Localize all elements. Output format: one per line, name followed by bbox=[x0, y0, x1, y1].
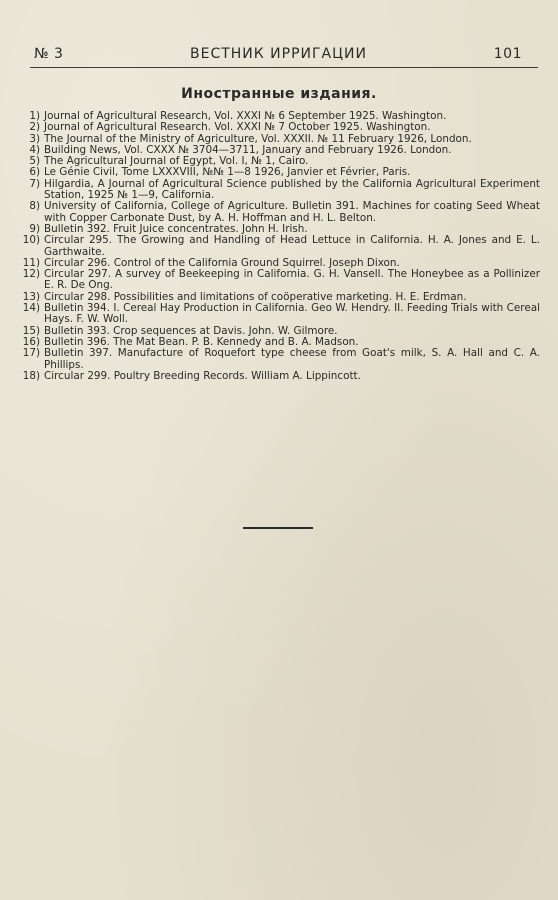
item-number: 18) bbox=[22, 369, 40, 382]
item-text: Journal of Agricultural Research. Vol. XXXI № 7 October 1925. Washington. bbox=[44, 121, 431, 134]
item-number: 1) bbox=[29, 110, 40, 122]
item-number: 8) bbox=[29, 200, 40, 213]
list-item bbox=[20, 371, 540, 382]
item-text: Le Génie Civil, Tome LXXXVIII, №№ 1—8 1926, Janvier et Février, Paris. bbox=[44, 166, 411, 179]
list-item bbox=[20, 201, 540, 224]
item-number: 14) bbox=[22, 302, 40, 315]
item-text: Building News, Vol. CXXX № 3704—3711, January and February 1926. London. bbox=[44, 143, 452, 156]
item-text: University of California, College of Agriculture. Bulletin 391. Machines for coating Seed Wheat with Copper Carbonate Dust, by A. H. Hoffman and H. L. Belton. bbox=[44, 200, 540, 224]
item-number: 4) bbox=[29, 143, 40, 156]
item-number: 9) bbox=[29, 222, 40, 235]
item-number: 12) bbox=[22, 268, 40, 281]
list-item bbox=[20, 179, 540, 202]
item-text: Circular 299. Poultry Breeding Records. William A. Lippincott. bbox=[44, 369, 361, 382]
item-text: Journal of Agricultural Research, Vol. XXXI № 6 September 1925. Washington. bbox=[44, 110, 447, 122]
item-text: Bulletin 394. I. Cereal Hay Production in California. Geo W. Hendry. II. Feeding Trials with Cereal Hays. F. W. Woll. bbox=[44, 302, 540, 326]
item-text: The Journal of the Ministry of Agriculture, Vol. XXXII. № 11 February 1926, London. bbox=[44, 132, 472, 145]
item-text: Bulletin 392. Fruit Juice concentrates. John H. Irish. bbox=[44, 222, 308, 235]
item-number: 17) bbox=[22, 347, 40, 360]
item-number: 2) bbox=[29, 121, 40, 134]
item-number: 10) bbox=[22, 234, 40, 247]
item-text: Bulletin 396. The Mat Bean. P. B. Kennedy and B. A. Madson. bbox=[44, 335, 359, 348]
page-number: 101 bbox=[493, 46, 522, 62]
header-rule bbox=[30, 67, 538, 68]
section-title: Иностранные издания. bbox=[181, 86, 377, 102]
journal-title: ВЕСТНИК ИРРИГАЦИИ bbox=[190, 46, 367, 62]
list-item bbox=[20, 303, 540, 326]
item-text: Circular 297. A survey of Beekeeping in California. G. H. Vansell. The Honeybee as a Pollinizer E. R. De Ong. bbox=[44, 268, 540, 292]
item-text: Circular 295. The Growing and Handling of Head Lettuce in California. H. A. Jones and E. L. Garthwaite. bbox=[44, 234, 540, 258]
item-text: Bulletin 397. Manufacture of Roquefort type cheese from Goat's milk, S. A. Hall and C. A. Phillips. bbox=[44, 347, 540, 371]
item-text: Circular 296. Control of the California Ground Squirrel. Joseph Dixon. bbox=[44, 256, 400, 269]
item-number: 3) bbox=[29, 132, 40, 145]
item-text: Bulletin 393. Crop sequences at Davis. John. W. Gilmore. bbox=[44, 324, 338, 337]
list-item bbox=[20, 269, 540, 292]
item-number: 15) bbox=[22, 324, 40, 337]
list-item bbox=[20, 235, 540, 258]
item-number: 6) bbox=[29, 166, 40, 179]
item-number: 13) bbox=[22, 290, 40, 303]
item-text: Hilgardia, A Journal of Agricultural Science published by the California Agricultural Experiment Station, 1925 № 1—9, California. bbox=[44, 177, 540, 202]
item-number: 11) bbox=[22, 256, 40, 269]
item-text: Circular 298. Possibilities and limitations of coöperative marketing. H. E. Erdman. bbox=[44, 290, 467, 303]
list-item bbox=[20, 348, 540, 371]
item-number: 5) bbox=[29, 155, 40, 168]
issue-number: № 3 bbox=[34, 46, 64, 62]
end-rule bbox=[243, 527, 313, 529]
item-number: 7) bbox=[29, 177, 40, 190]
item-text: The Agricultural Journal of Egypt, Vol. I, № 1, Cairo. bbox=[44, 155, 309, 168]
item-number: 16) bbox=[22, 335, 40, 348]
running-header bbox=[30, 44, 522, 66]
publication-list bbox=[20, 111, 540, 382]
